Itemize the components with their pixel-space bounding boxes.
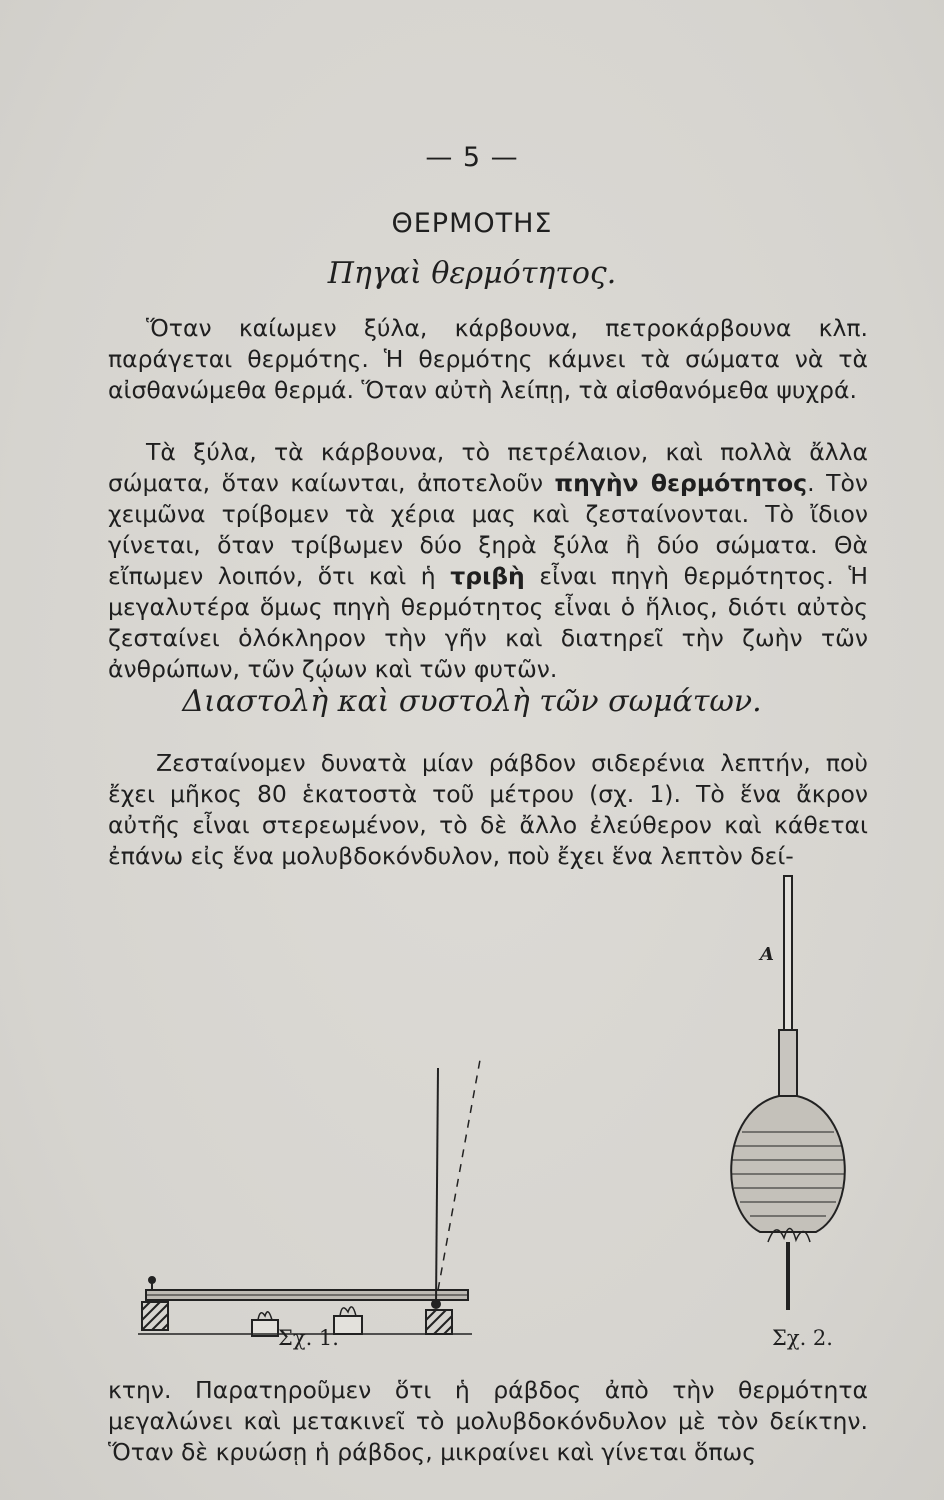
bold-term-friction: τριβὴ [450,562,525,590]
figure-1-rod-apparatus [138,1060,480,1336]
bold-term-heat-source: πηγὴν θερμότητος [554,469,808,497]
flask-neck [779,1030,797,1096]
page-number: — 5 — [425,142,519,173]
right-support-block [426,1310,452,1334]
section-title-expansion: Διαστολὴ καὶ συστολὴ τῶν σωμάτων. [182,684,762,719]
paragraph-heat-intro: Ὅταν καίωμεν ξύλα, κάρβουνα, πετροκάρβουνα κλπ. παράγεται θερμότης. Ἡ θερμότης κάμνει τὰ σώματα νὰ τὰ αἰσθανώμεθα θερμά. Ὅταν αὐτὴ λείπῃ, τὰ αἰσθανόμεθα ψυχρά. [108,314,868,404]
paragraph-expansion-experiment: Ζεσταίνομεν δυνατὰ μίαν ράβδον σιδερένια λεπτήν, ποὺ ἔχει μῆκος 80 ἑκατοστὰ τοῦ μέτρου (σχ. 1). Τὸ ἕνα ἄκρον αὐτῆς εἶναι στερεωμένον, τὸ δὲ ἄλλο ἐλεύθερον καὶ κάθεται ἐπάνω εἰς ἕνα μολυβδοκόνδυλον, ποὺ ἔχει ἕνα λεπτὸν δεί- [108,749,868,870]
paragraph-text: εἶναι πηγὴ θερμότητος. Ἡ μεγαλυτέρα ὅμως πηγὴ θερμότητος εἶναι ὁ ἥλιος, διότι αὐτὸς ζεσταίνει ὁλόκληρον τὴν γῆν καὶ διατηρεῖ τὴν ζωὴν τῶν ἀνθρώπων, τῶν ζῴων καὶ τῶν φυτῶν. [108,562,868,683]
pointer-displaced-dashed [438,1060,480,1290]
paragraph-heat-sources [108,437,868,685]
paragraph-text: Τὰ ξύλα, τὰ κάρβουνα, τὸ πετρέλαιον, καὶ πολλὰ ἄλλα σώματα, ὅταν καίωνται, ἀποτελοῦν [108,438,868,497]
figure-1-caption: Σχ. 1. [278,1326,339,1350]
chapter-title: ΘΕΡΜΟΤΗΣ [391,208,553,239]
iron-rod [146,1290,468,1300]
burner-left [252,1312,278,1336]
section-title-heat-sources: Πηγαὶ θερμότητος. [327,256,617,291]
paragraph-expansion-observation: κτην. Παρατηροῦμεν ὅτι ἡ ράβδος ἀπὸ τὴν θερμότητα μεγαλώνει καὶ μετακινεῖ τὸ μολυβδοκόνδυλον μὲ τὸν δείκτην. Ὅταν δὲ κρυώσῃ ἡ ράβδος, μικραίνει καὶ γίνεται ὅπως [108,1376,868,1466]
glass-tube [784,876,792,1030]
figure-2-caption: Σχ. 2. [772,1326,833,1350]
flask-bulb [731,1096,845,1232]
left-support-block [142,1302,168,1330]
pointer-needle [436,1068,438,1304]
paragraph-text: . Τὸν χειμῶνα τρίβομεν τὰ χέρια μας καὶ ζεσταίνονται. Τὸ ἴδιον γίνεται, ὅταν τρίβωμεν δύο ξηρὰ ξύλα ἢ δύο σώματα. Θὰ εἴπωμεν λοιπόν, ὅτι καὶ ἡ [108,469,868,590]
figure-2-flask [731,876,845,1310]
figure-2-label-a: Α [760,944,774,965]
